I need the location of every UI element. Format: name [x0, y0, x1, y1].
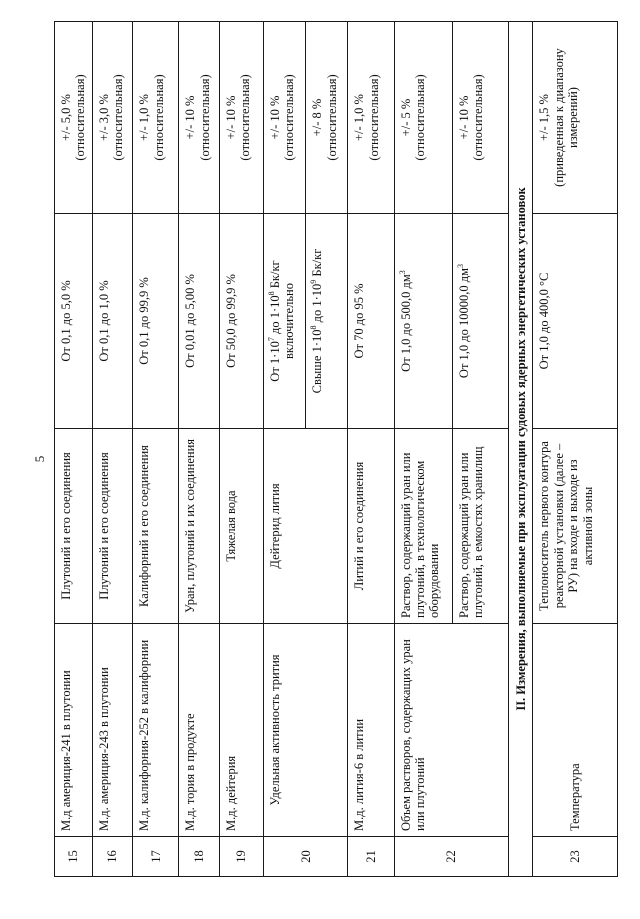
- row-number: 19: [219, 837, 263, 877]
- range-cell: От 0,1 до 5,0 %: [55, 214, 93, 429]
- range-cell: От 0,1 до 1,0 %: [92, 214, 132, 429]
- object-cell: Плутоний и его соединения: [55, 429, 93, 624]
- table-row: [219, 22, 263, 877]
- range-cell: От 70 до 95 %: [348, 214, 394, 429]
- table-row: [55, 22, 93, 877]
- error-cell: +/- 10 % (относительная): [219, 22, 263, 214]
- table-row: [92, 22, 132, 877]
- quantity-cell: Удельная активность трития: [263, 624, 347, 837]
- row-number: 15: [55, 837, 93, 877]
- object-cell: Раствор, содержащий уран или плутоний, в емкостях хранилищ: [453, 429, 509, 624]
- quantity-cell: М.д. америция-243 в плутонии: [92, 624, 132, 837]
- quantity-cell: М.д. лития-6 в литии: [348, 624, 394, 837]
- range-cell: Свыше $1\cdot 10^8$ до $1\cdot 10^9$ Бк/кг: [306, 214, 348, 429]
- range-cell: От 0,01 до 5,00 %: [179, 214, 219, 429]
- error-cell: +/- 5,0 % (относительная): [55, 22, 93, 214]
- object-cell: Тяжелая вода: [219, 429, 263, 624]
- object-cell: Дейтерид лития: [263, 429, 347, 624]
- error-cell: +/- 3,0 % (относительная): [92, 22, 132, 214]
- section-heading: II. Измерения, выполняемые при эксплуатации судовых ядерных энергетических установок: [509, 22, 533, 877]
- row-number: 18: [179, 837, 219, 877]
- range-cell: От 1,0 до 400,0 °С: [533, 214, 618, 429]
- error-cell: +/- 10 % (относительная): [263, 22, 305, 214]
- table-row: [263, 22, 305, 877]
- range-cell: От 0,1 до 99,9 %: [133, 214, 179, 429]
- range-cell: От 1,0 до 10000,0 $дм^3$: [453, 214, 509, 429]
- object-cell: Литий и его соединения: [348, 429, 394, 624]
- table-row: [179, 22, 219, 877]
- row-number: 20: [263, 837, 347, 877]
- error-cell: +/- 5 % (относительная): [394, 22, 452, 214]
- range-cell: От $1\cdot 10^7$ до $1\cdot 10^8$ Бк/кг включительно: [263, 214, 305, 429]
- table-row: [533, 22, 618, 877]
- error-cell: +/- 10 % (относительная): [453, 22, 509, 214]
- object-cell: Уран, плутоний и их соединения: [179, 429, 219, 624]
- object-cell: Раствор, содержащий уран или плутоний, в технологическом оборудовании: [394, 429, 452, 624]
- row-number: 23: [533, 837, 618, 877]
- table-row: [394, 22, 452, 877]
- quantity-cell: М.д. тория в продукте: [179, 624, 219, 837]
- quantity-cell: М.д. дейтерия: [219, 624, 263, 837]
- measurements-table: [54, 21, 618, 877]
- error-cell: +/- 10 % (относительная): [179, 22, 219, 214]
- range-cell: От 1,0 до 500,0 $дм^3$: [394, 214, 452, 429]
- section-heading-row: [509, 22, 533, 877]
- table-row: [133, 22, 179, 877]
- measurements-table-container: [54, 22, 618, 877]
- error-cell: +/- 1,5 % (приведенная к диапазону измерений): [533, 22, 618, 214]
- error-cell: +/- 1,0 % (относительная): [133, 22, 179, 214]
- row-number: 17: [133, 837, 179, 877]
- row-number: 22: [394, 837, 509, 877]
- quantity-cell: Объем растворов, содержащих уран или плутоний: [394, 624, 509, 837]
- object-cell: Теплоноситель первого контура реакторной установки (далее – РУ) на входе и выходе из активной зоны: [533, 429, 618, 624]
- row-number: 21: [348, 837, 394, 877]
- object-cell: Плутоний и его соединения: [92, 429, 132, 624]
- table-row: [348, 22, 394, 877]
- quantity-cell: М.д америция-241 в плутонии: [55, 624, 93, 837]
- row-number: 16: [92, 837, 132, 877]
- range-cell: От 50,0 до 99,9 %: [219, 214, 263, 429]
- quantity-cell: Температура: [533, 624, 618, 837]
- error-cell: +/- 1,0 % (относительная): [348, 22, 394, 214]
- quantity-cell: М.д. калифорния-252 в калифорнии: [133, 624, 179, 837]
- object-cell: Калифорний и его соединения: [133, 429, 179, 624]
- error-cell: +/- 8 % (относительная): [306, 22, 348, 214]
